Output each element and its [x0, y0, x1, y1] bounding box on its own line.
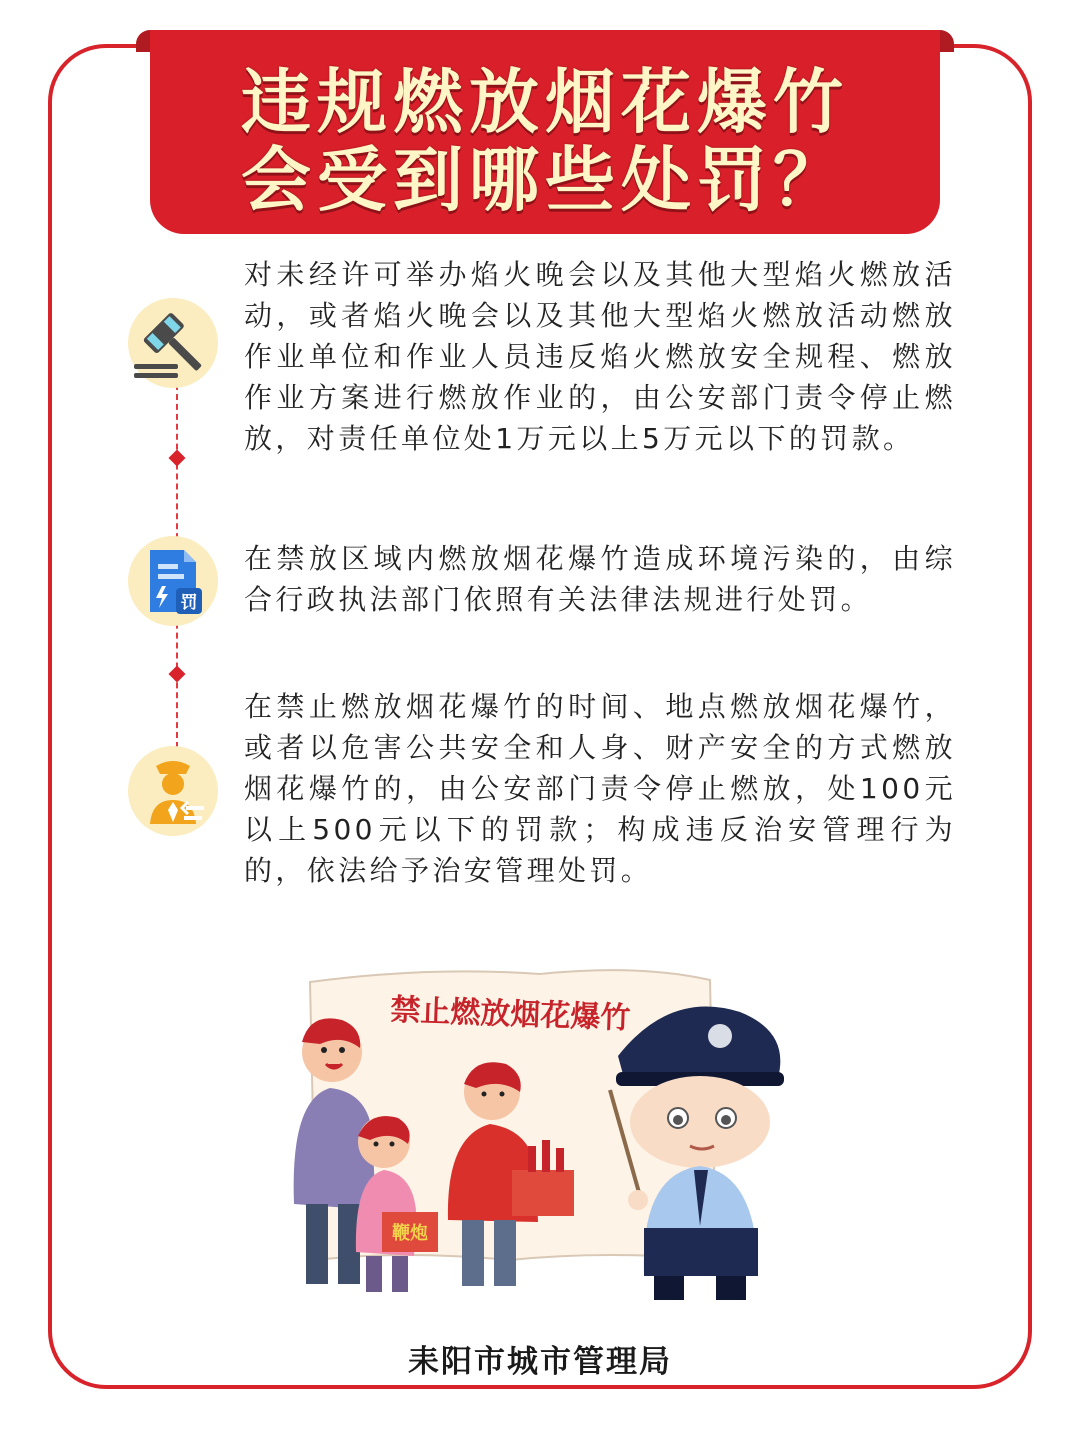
firecracker-box-text: 鞭炮 — [392, 1223, 428, 1244]
penalty-item-1-text: 对未经许可举办焰火晚会以及其他大型焰火燃放活动，或者焰火晚会以及其他大型焰火燃放活动燃放作业单位和作业人员违反焰火燃放安全规程、燃放作业方案进行燃放作业的，由公安部门责令停止燃放，对责任单位处1万元以上5万元以下的罚款。 — [244, 258, 956, 455]
police-warning-illustration — [280, 960, 800, 1310]
issuer-footer: 耒阳市城市管理局 — [408, 1344, 672, 1380]
penalty-item-2-text: 在禁放区域内燃放烟花爆竹造成环境污染的，由综合行政执法部门依照有关法律法规进行处罚。 — [244, 542, 956, 616]
gavel-icon — [128, 298, 218, 388]
police-officer-icon — [128, 746, 218, 836]
ban-banner-text: 禁止燃放烟花爆竹 — [389, 992, 631, 1037]
page-title-line2: 会受到哪些处罚？ — [241, 139, 849, 221]
penalty-label: 罚 — [180, 593, 198, 613]
penalty-document-icon — [128, 536, 218, 626]
penalty-item-3-text: 在禁止燃放烟花爆竹的时间、地点燃放烟花爆竹，或者以危害公共安全和人身、财产安全的方式燃放烟花爆竹的，由公安部门责令停止燃放，处100元以上500元以下的罚款；构成违反治安管理行为的，依法给予治安管理处罚。 — [244, 690, 956, 887]
page-title-line1: 违规燃放烟花爆竹 — [241, 61, 849, 143]
